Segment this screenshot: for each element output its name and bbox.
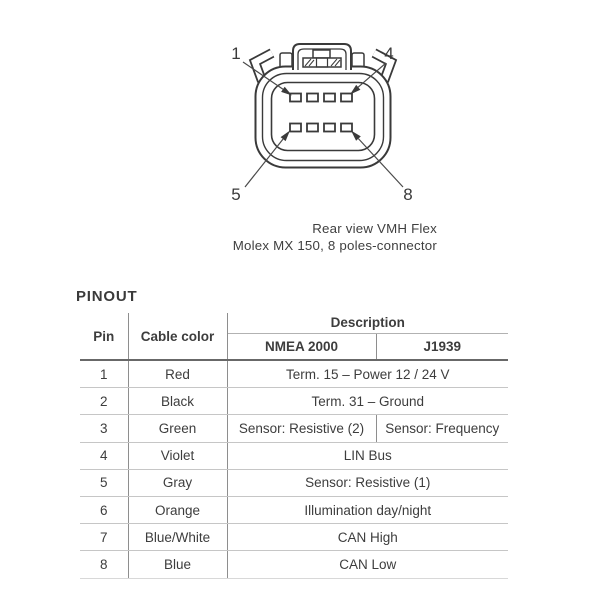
description-cell: Term. 15 – Power 12 / 24 V [227,360,508,388]
pinout-heading: PINOUT [76,288,138,305]
pin-cell: 2 [80,388,128,415]
pin-slot-4 [341,94,352,102]
description-cell: LIN Bus [227,442,508,469]
pin-slot-2 [307,94,318,102]
description-nmea2000-cell: Sensor: Resistive (2) [227,415,376,442]
pin-slot-7 [324,124,335,132]
table-row-pin-3 [80,415,508,442]
pin-cell: 8 [80,551,128,578]
pinout-table [80,313,508,579]
description-cell: CAN High [227,524,508,551]
table-row-pin-5 [80,469,508,496]
description-cell: CAN Low [227,551,508,578]
column-header-nmea2000: NMEA 2000 [227,333,376,360]
table-row-pin-2 [80,388,508,415]
pin-cell: 6 [80,496,128,523]
pin-cell: 4 [80,442,128,469]
pin-cell: 1 [80,360,128,388]
cable-color-cell: Black [128,388,227,415]
table-header-row-top [80,313,508,333]
caption-line-1: Rear view VMH Flex [312,221,437,236]
cable-color-cell: Violet [128,442,227,469]
caption-line-2: Molex MX 150, 8 poles-connector [232,237,437,253]
description-cell: Sensor: Resistive (1) [227,469,508,496]
table-row-pin-6 [80,496,508,523]
pin-1-label: 1 [231,44,241,63]
connector-diagram [180,20,460,220]
pin-5-label: 5 [231,185,241,204]
pin-slot-8 [341,124,352,132]
description-cell: Term. 31 – Ground [227,388,508,415]
table-row-pin-7 [80,524,508,551]
pin-4-label: 4 [384,44,394,63]
pin-cell: 3 [80,415,128,442]
connector-outer-shell [256,67,391,168]
table-row-pin-4 [80,442,508,469]
cable-color-cell: Blue/White [128,524,227,551]
pin-cell: 7 [80,524,128,551]
cable-color-cell: Red [128,360,227,388]
cable-color-cell: Green [128,415,227,442]
table-row-pin-8 [80,551,508,578]
pin-slot-6 [307,124,318,132]
cable-color-cell: Blue [128,551,227,578]
diagram-caption [150,221,437,254]
description-cell: Illumination day/night [227,496,508,523]
latch-icon [293,44,351,70]
pin-8-label: 8 [403,185,413,204]
column-header-description: Description [227,313,508,333]
column-header-j1939: J1939 [376,333,508,360]
pin-slot-5 [290,124,301,132]
pin-slot-1 [290,94,301,102]
table-row-pin-1 [80,360,508,388]
column-header-cable-color: Cable color [128,313,227,360]
cable-color-cell: Gray [128,469,227,496]
cable-color-cell: Orange [128,496,227,523]
column-header-pin: Pin [80,313,128,360]
pin-cell: 5 [80,469,128,496]
pin-slot-3 [324,94,335,102]
description-j1939-cell: Sensor: Frequency [376,415,508,442]
